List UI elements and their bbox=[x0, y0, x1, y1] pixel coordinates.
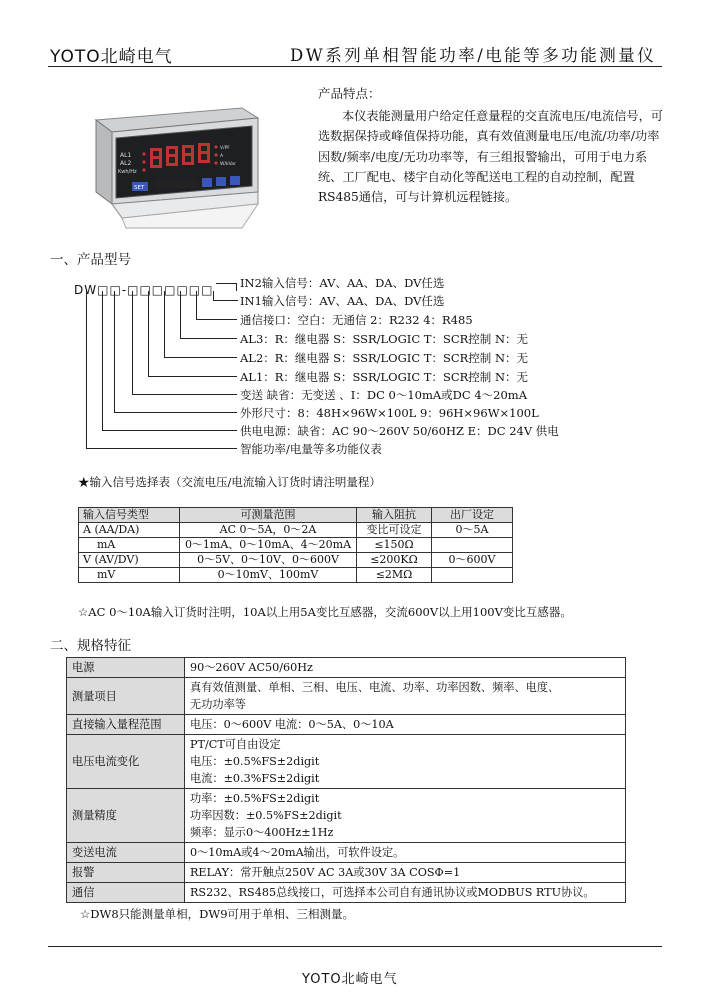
device-label-al1: AL1 bbox=[120, 152, 132, 159]
table-row bbox=[79, 523, 513, 538]
spec-label: 变送电流 bbox=[67, 843, 185, 863]
spec-line: 电压：0～600V 电流：0～5A、0～10A bbox=[190, 718, 394, 731]
table-row bbox=[79, 568, 513, 583]
table-cell: 0～5A bbox=[432, 523, 513, 538]
model-code: DW□□-□□□□□□□ bbox=[74, 283, 214, 297]
spec-value bbox=[185, 678, 626, 715]
spec-label: 测量精度 bbox=[67, 789, 185, 843]
spec-value bbox=[185, 883, 626, 903]
spec-line: 功率：±0.5%FS±2digit bbox=[190, 792, 320, 805]
spec-label: 电压电流变化 bbox=[67, 735, 185, 789]
table-cell bbox=[432, 568, 513, 583]
table-cell: 0～10mV、100mV bbox=[180, 568, 357, 583]
spec-line: 90～260V AC50/60Hz bbox=[190, 661, 313, 674]
spec-line: 电流：±0.3%FS±2digit bbox=[190, 772, 320, 785]
table-header-cell: 输入信号类型 bbox=[79, 508, 180, 523]
table-row bbox=[67, 789, 626, 843]
spec-value bbox=[185, 658, 626, 678]
section2-title: 二、规格特征 bbox=[50, 638, 131, 654]
footer-brand: YOTO北崎电气 bbox=[302, 972, 398, 987]
header-title: DW系列单相智能功率/电能等多功能测量仪 bbox=[290, 46, 657, 65]
code-line-comm: 通信接口：空白：无通信 2：R232 4：R485 bbox=[240, 313, 473, 327]
table-row bbox=[79, 538, 513, 553]
spec-value bbox=[185, 863, 626, 883]
header-rule bbox=[48, 66, 662, 67]
table-row bbox=[79, 553, 513, 568]
device-label-kwh: Kwh/Hz bbox=[118, 169, 137, 175]
features-title: 产品特点： bbox=[318, 86, 381, 101]
table-cell: mA bbox=[79, 538, 180, 553]
table-cell bbox=[432, 538, 513, 553]
table-header-cell: 出厂设定 bbox=[432, 508, 513, 523]
spec-label: 通信 bbox=[67, 883, 185, 903]
spec-label: 直接输入量程范围 bbox=[67, 715, 185, 735]
table-cell: 变比可设定 bbox=[357, 523, 432, 538]
table-row bbox=[67, 715, 626, 735]
spec-label: 电源 bbox=[67, 658, 185, 678]
device-label-wkvar: W/kVar bbox=[220, 162, 236, 167]
table-row bbox=[67, 678, 626, 715]
code-line-al1: AL1：R：继电器 S：SSR/LOGIC T：SCR控制 N：无 bbox=[240, 370, 529, 384]
table-cell: 0～1mA、0～10mA、4～20mA bbox=[180, 538, 357, 553]
spec-line: 电压：±0.5%FS±2digit bbox=[190, 755, 320, 768]
spec-value bbox=[185, 735, 626, 789]
spec-line: 功率因数：±0.5%FS±2digit bbox=[190, 809, 342, 822]
table-row bbox=[67, 843, 626, 863]
spec-note: ☆DW8只能测量单相，DW9可用于单相、三相测量。 bbox=[80, 907, 355, 921]
table-header-cell: 输入阻抗 bbox=[357, 508, 432, 523]
footer-rule bbox=[48, 946, 662, 947]
spec-line: 频率：显示0～400Hz±1Hz bbox=[190, 826, 334, 839]
table-row bbox=[67, 883, 626, 903]
meter-device-icon bbox=[92, 100, 262, 230]
spec-line: RS232、RS485总线接口，可选择本公司自有通讯协议或MODBUS RTU协议。 bbox=[190, 886, 595, 899]
spec-line: PT/CT可自由设定 bbox=[190, 738, 281, 751]
table-row bbox=[67, 658, 626, 678]
spec-table bbox=[66, 657, 626, 903]
code-line-size: 外形尺寸：8：48H×96W×100L 9：96H×96W×100L bbox=[240, 406, 539, 420]
table-header-cell: 可测量范围 bbox=[180, 508, 357, 523]
input-table-caption: ★输入信号选择表（交流电压/电流输入订货时请注明量程） bbox=[78, 475, 381, 489]
table-header-row bbox=[79, 508, 513, 523]
code-line-in1: IN1输入信号：AV、AA、DA、DV任选 bbox=[240, 294, 445, 308]
table-cell: ≤200KΩ bbox=[357, 553, 432, 568]
input-signal-table bbox=[78, 507, 513, 583]
code-line-in2: IN2输入信号：AV、AA、DA、DV任选 bbox=[240, 276, 445, 290]
spec-value bbox=[185, 843, 626, 863]
spec-label: 报警 bbox=[67, 863, 185, 883]
code-line-al3: AL3：R：继电器 S：SSR/LOGIC T：SCR控制 N：无 bbox=[240, 332, 529, 346]
spec-label: 测量项目 bbox=[67, 678, 185, 715]
table-cell: A (AA/DA) bbox=[79, 523, 180, 538]
table-cell: ≤2MΩ bbox=[357, 568, 432, 583]
table-row bbox=[67, 863, 626, 883]
table-cell: AC 0～5A，0～2A bbox=[180, 523, 357, 538]
features-body: 本仪表能测量用户给定任意量程的交直流电压/电流信号，可选数据保持或峰值保持功能，真有效值测量电压/电流/功率/功率因数/频率/电度/无功功率等，有三组报警输出，可用于电力系统、工厂配电、楼宇自动化等配送电工程的自动控制，配置RS485通信，可与计算机远程链接。 bbox=[318, 109, 663, 205]
device-set-label: SET bbox=[134, 185, 145, 191]
device-label-al2: AL2 bbox=[120, 160, 132, 167]
spec-value bbox=[185, 789, 626, 843]
section1-title: 一、产品型号 bbox=[50, 252, 131, 268]
spec-line: 无功功率等 bbox=[190, 698, 246, 711]
device-label-vpf: V/PF bbox=[220, 146, 230, 151]
code-line-transmit: 变送 缺省：无变送 、I：DC 0～10mA或DC 4～20mA bbox=[240, 388, 528, 402]
table-cell: mV bbox=[79, 568, 180, 583]
device-label-a: A bbox=[220, 154, 224, 159]
code-line-desc: 智能功率/电量等多功能仪表 bbox=[240, 442, 382, 456]
spec-line: 真有效值测量、单相、三相、电压、电流、功率、功率因数、频率、电度、 bbox=[190, 681, 560, 694]
code-line-al2: AL2：R：继电器 S：SSR/LOGIC T：SCR控制 N：无 bbox=[240, 351, 529, 365]
header-brand: YOTO北崎电气 bbox=[50, 47, 173, 67]
table-cell: V (AV/DV) bbox=[79, 553, 180, 568]
table-cell: 0～600V bbox=[432, 553, 513, 568]
table-cell: 0～5V、0～10V、0～600V bbox=[180, 553, 357, 568]
input-table-note: ☆AC 0～10A输入订货时注明，10A以上用5A变比互感器，交流600V以上用100V变比互感器。 bbox=[78, 605, 572, 619]
code-line-power: 供电电源：缺省：AC 90～260V 50/60HZ E：DC 24V 供电 bbox=[240, 424, 559, 438]
table-cell: ≤150Ω bbox=[357, 538, 432, 553]
spec-value bbox=[185, 715, 626, 735]
device-image bbox=[92, 100, 262, 230]
table-row bbox=[67, 735, 626, 789]
spec-line: RELAY：常开触点250V AC 3A或30V 3A COSΦ=1 bbox=[190, 866, 461, 879]
spec-line: 0～10mA或4～20mA输出，可软件设定。 bbox=[190, 846, 405, 859]
